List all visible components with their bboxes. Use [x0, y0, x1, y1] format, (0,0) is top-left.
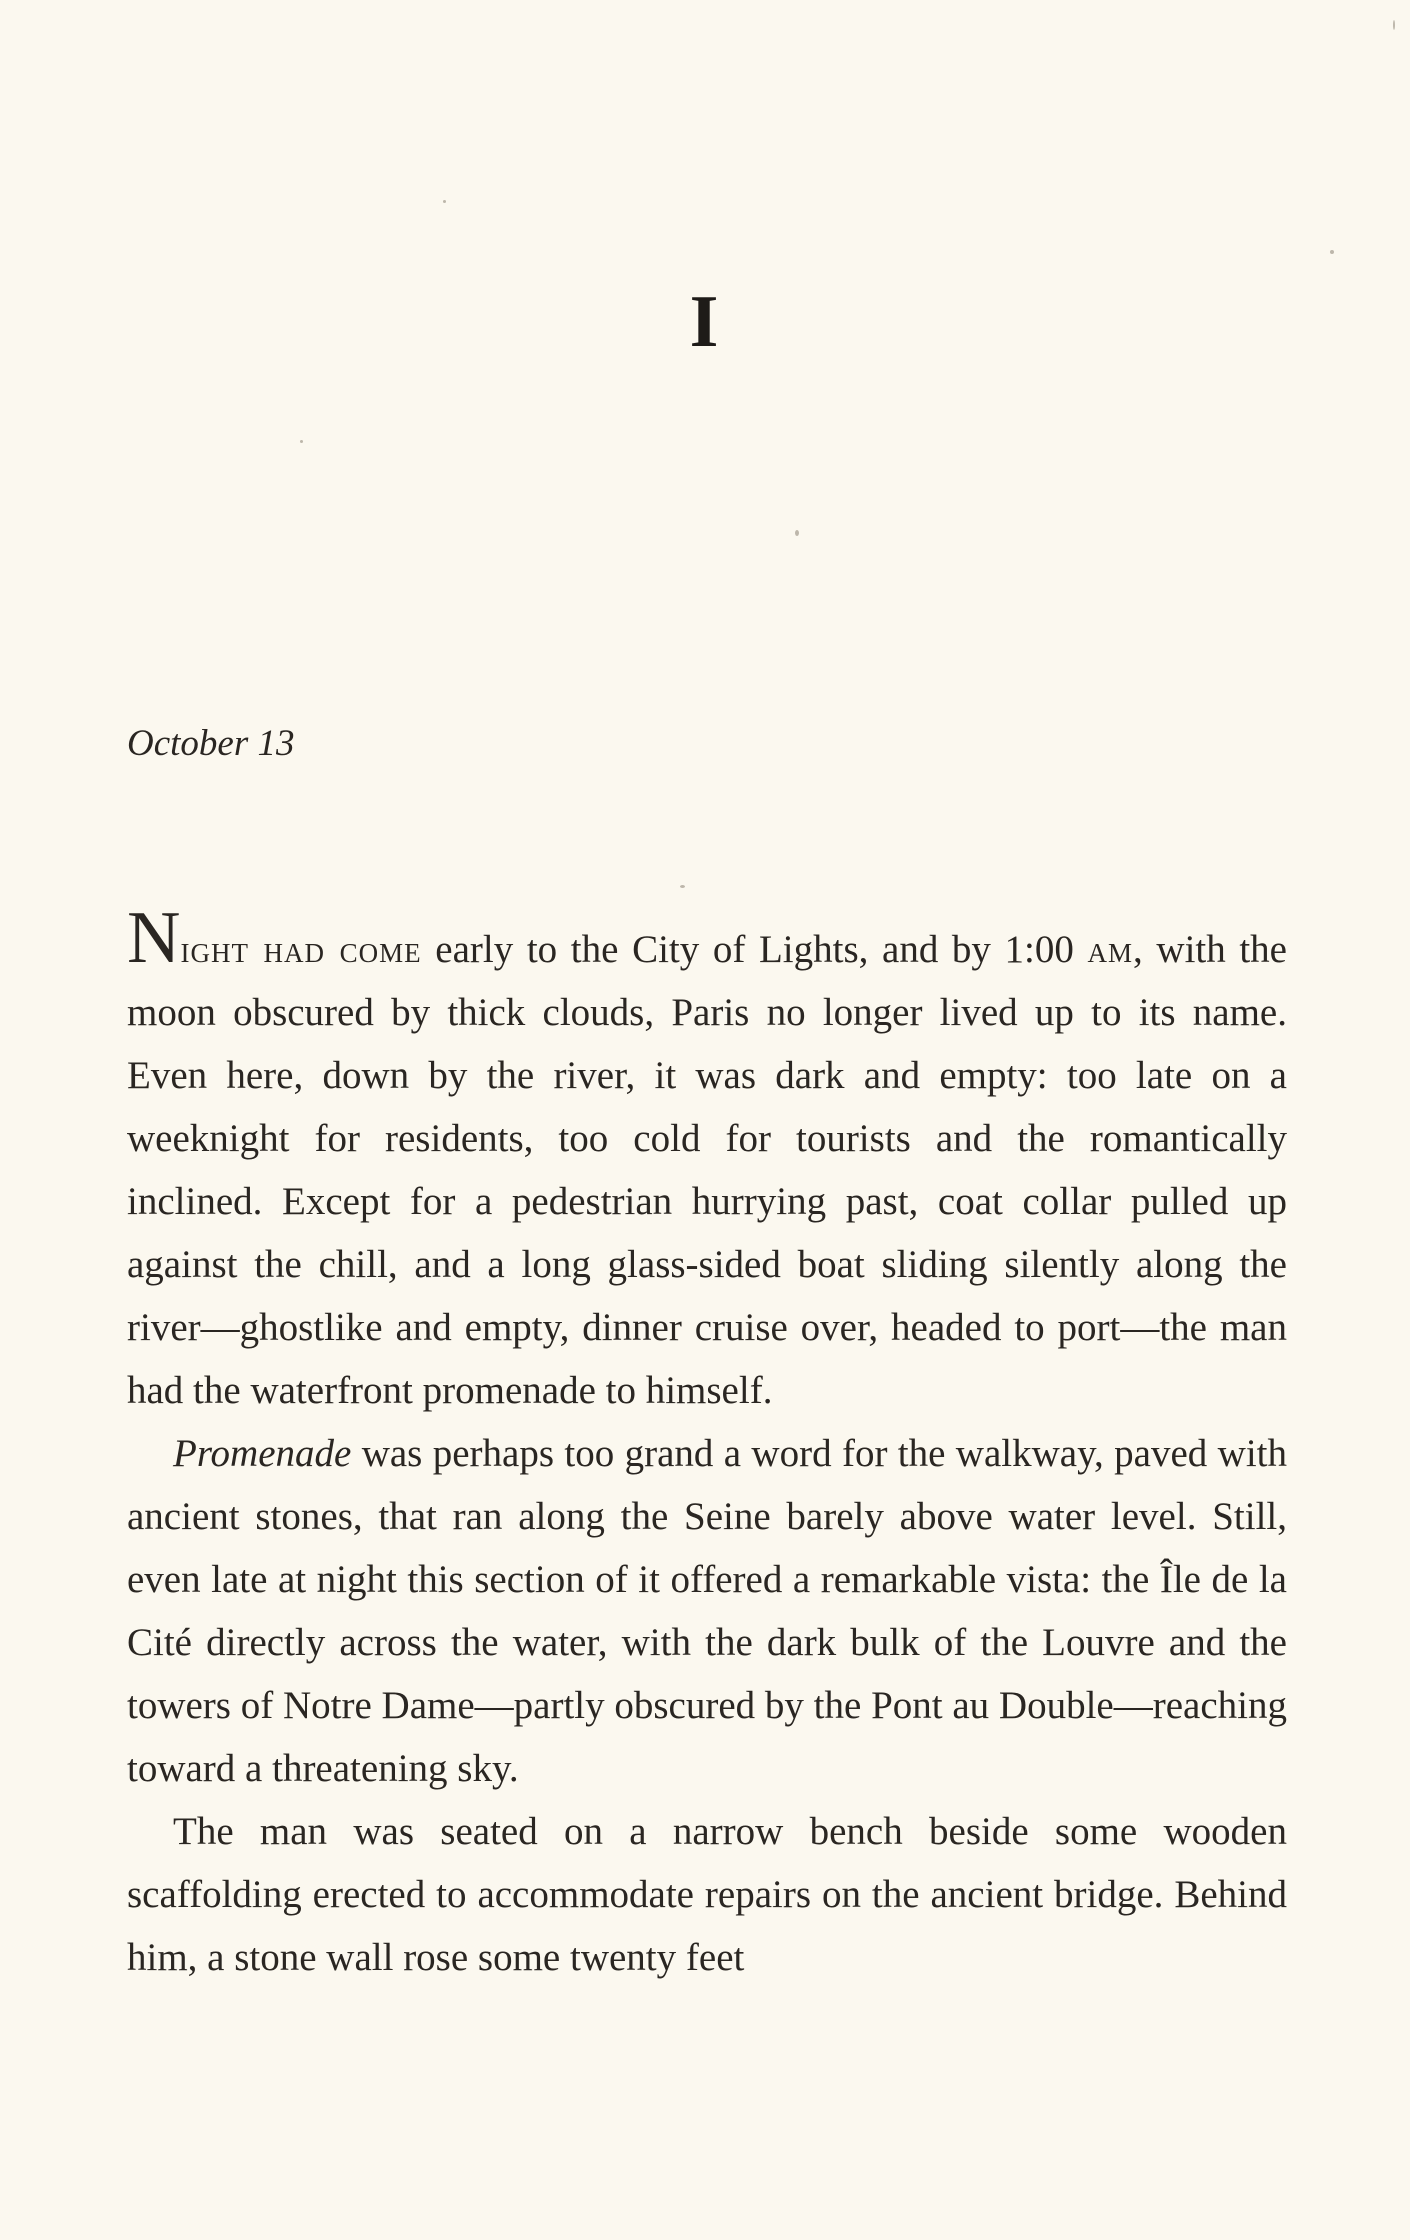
paragraph-1-text: early to the City of Lights, and by 1:00	[421, 928, 1088, 971]
chapter-number: I	[689, 281, 721, 363]
paragraph-3: The man was seated on a narrow bench beside some wooden scaffolding erected to accommodate repairs on the ancient bridge. Behind him, a stone wall rose some twenty feet	[127, 1810, 1287, 1979]
scan-speck	[680, 885, 685, 888]
paragraph-2-text: was perhaps too grand a word for the walkway, paved with ancient stones, that ran along the Seine barely above water level. Still, even late at night this section of it offered a remarkable vista: the Île de la Cité directly across the water, with the dark bulk of the Louvre and the towers of Notre Dame—partly obscured by the Pont au Double—reaching toward a threatening sky.	[127, 1432, 1287, 1790]
paragraph-2	[127, 1422, 1287, 1800]
scan-speck	[300, 440, 303, 443]
scan-speck	[1330, 250, 1334, 254]
am-smallcaps: am	[1087, 928, 1134, 971]
scan-speck	[443, 200, 446, 203]
opening-smallcaps: ight had come	[180, 928, 422, 971]
drop-cap: N	[127, 897, 181, 979]
scan-speck	[1393, 20, 1395, 30]
paragraph-1	[127, 897, 1287, 1422]
paragraph-1-continued: , with the moon obscured by thick clouds, Paris no longer lived up to its name. Even here, down by the river, it was dark and empty: too late on a weeknight for residents, too cold for tourists and the romantically inclined. Except for a pedestrian hurrying past, coat collar pulled up against the chill, and a long glass-sided boat sliding silently along the river—ghostlike and empty, dinner cruise over, headed to port—the man had the waterfront promenade to himself.	[127, 928, 1287, 1412]
chapter-date: October 13	[127, 723, 295, 764]
scan-speck	[795, 530, 799, 536]
promenade-italic: Promenade	[173, 1432, 352, 1475]
body-text	[127, 897, 1287, 1989]
